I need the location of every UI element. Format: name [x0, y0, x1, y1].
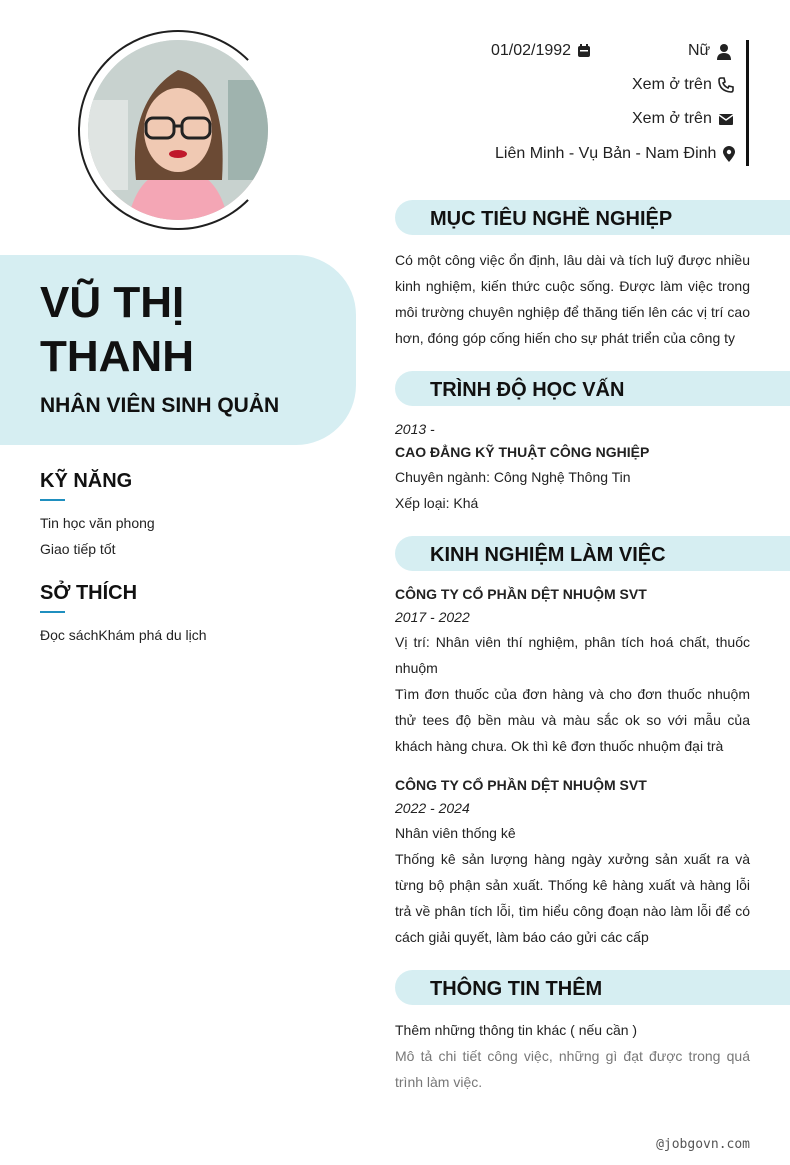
- education-school: CAO ĐẲNG KỸ THUẬT CÔNG NGHIỆP: [395, 444, 650, 460]
- experience-title: KINH NGHIỆM LÀM VIỆC: [430, 544, 666, 566]
- skill-item: Giao tiếp tốt: [40, 541, 116, 557]
- phone-row: [632, 76, 734, 94]
- calendar-icon: [577, 44, 591, 58]
- job-position: Nhân viên thống kê: [395, 825, 516, 841]
- education-period: 2013 -: [395, 421, 435, 437]
- envelope-icon: [718, 113, 734, 126]
- objective-text: Có một công việc ổn định, lâu dài và tích luỹ được nhiều kinh nghiệm, kiến thức cuộc sống. Được làm việc trong môi trường chuyên nghiệp để thăng tiến lên các vị trí cao hơn, đóng góp cống hiến cho sự phát triển của công ty: [395, 252, 750, 346]
- email-text: Xem ở trên: [632, 110, 712, 127]
- job-company: CÔNG TY CỔ PHẦN DỆT NHUỘM SVT: [395, 586, 647, 602]
- gender-text: Nữ: [688, 42, 711, 59]
- contact-divider: [746, 40, 749, 166]
- skills-underline: [40, 499, 65, 501]
- hobbies-text: Đọc sáchKhám phá du lịch: [40, 627, 207, 643]
- education-grade: Xếp loại: Khá: [395, 495, 479, 511]
- user-icon: [716, 43, 732, 60]
- job-description: Thống kê sản lượng hàng ngày xưởng sản xuất ra và từng bộ phận sản xuất. Thống kê hàng xuất và hàng lỗi trả về phân tích lỗi, tìm hiểu công đoạn nào làm lỗi để có cách giải quyết, làm báo cáo gửi các cấp: [395, 851, 750, 945]
- objective-title: MỤC TIÊU NGHỀ NGHIỆP: [430, 208, 673, 230]
- gender-row: [688, 42, 732, 60]
- skill-item: Tin học văn phong: [40, 515, 155, 531]
- address-row: [495, 145, 736, 163]
- extra-description: Mô tả chi tiết công việc, những gì đạt được trong quá trình làm việc.: [395, 1048, 750, 1090]
- extra-line: Thêm những thông tin khác ( nếu cần ): [395, 1022, 638, 1038]
- job-period: 2017 - 2022: [395, 609, 470, 625]
- job-description: Tìm đơn thuốc của đơn hàng và cho đơn thuốc nhuộm thử tees độ bền màu và màu sắc ok so với mẫu của khách hàng chưa. Ok thì kê đơn thuốc nhuộm đại trà: [395, 686, 750, 754]
- extra-title: THÔNG TIN THÊM: [430, 978, 603, 1000]
- name-line-2: THANH: [40, 332, 194, 381]
- hobbies-underline: [40, 611, 65, 613]
- address-text: Liên Minh - Vụ Bản - Nam Đinh: [495, 145, 717, 162]
- phone-text: Xem ở trên: [632, 76, 712, 93]
- phone-icon: [718, 77, 734, 93]
- skills-title: KỸ NĂNG: [40, 470, 133, 492]
- education-major: Chuyên ngành: Công Nghệ Thông Tin: [395, 469, 631, 485]
- job-title: NHÂN VIÊN SINH QUẢN: [40, 394, 280, 417]
- job-company: CÔNG TY CỔ PHẦN DỆT NHUỘM SVT: [395, 777, 647, 793]
- dob-row: [491, 42, 591, 60]
- full-name: [40, 276, 340, 384]
- location-pin-icon: [722, 146, 736, 163]
- footer-watermark: @jobgovn.com: [656, 1137, 750, 1152]
- profile-photo: [88, 40, 268, 220]
- dob-text: 01/02/1992: [491, 42, 572, 59]
- email-row: [632, 110, 734, 128]
- name-line-1: VŨ THỊ: [40, 278, 185, 327]
- hobbies-title: SỞ THÍCH: [40, 582, 138, 604]
- education-title: TRÌNH ĐỘ HỌC VẤN: [430, 379, 625, 401]
- job-position: Vị trí: Nhân viên thí nghiệm, phân tích hoá chất, thuốc nhuộm: [395, 634, 750, 676]
- job-period: 2022 - 2024: [395, 800, 470, 816]
